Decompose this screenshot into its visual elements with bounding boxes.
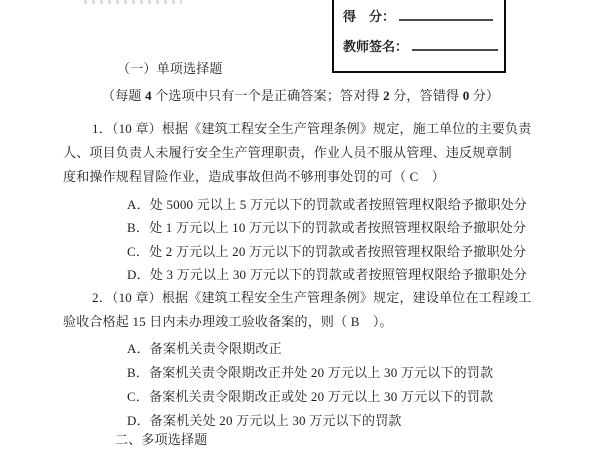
score-blank-line <box>399 8 493 21</box>
question-2-line-2: 验收合格起 15 日内未办理竣工验收备案的，则（ B ）。 <box>63 314 393 329</box>
question-1-line-1: 1．（10 章）根据《建筑工程安全生产管理条例》规定，施工单位的主要负责 <box>92 121 532 136</box>
question-1-option-a: A．处 5000 元以上 5 万元以下的罚款或者按照管理权限给予撤职处分 <box>127 197 528 212</box>
note-points-wrong: 0 <box>462 88 470 103</box>
score-box <box>332 0 506 73</box>
note-part-3: 分，答错得 <box>389 88 463 103</box>
question-2-option-b: B．备案机关责令限期改正并处 20 万元以上 30 万元以下的罚款 <box>127 365 494 380</box>
scoring-note <box>102 88 499 103</box>
question-2-line-1: 2．（10 章）根据《建筑工程安全生产管理条例》规定，建设单位在工程竣工 <box>92 290 532 305</box>
note-points-correct: 2 <box>383 88 390 103</box>
question-1-line-2: 人、项目负责人未履行安全生产管理职责，作业人员不服从管理、违反规章制 <box>63 145 512 160</box>
signature-blank-line <box>412 38 498 51</box>
score-label: 得 分： <box>343 9 396 24</box>
note-part-1: （每题 <box>102 88 146 103</box>
teacher-signature-label: 教师签名： <box>343 39 409 54</box>
question-2-option-c: C．备案机关责令限期改正或处 20 万元以上 30 万元以下的罚款 <box>127 389 494 404</box>
section-one-heading: （一）单项选择题 <box>117 61 223 76</box>
note-part-4: 分） <box>469 88 500 103</box>
question-1-line-3: 度和操作规程冒险作业，造成事故但尚不够刑事处罚的可（ C ） <box>63 169 445 184</box>
question-1-option-d: D．处 3 万元以上 30 万元以下的罚款或者按照管理权限给予撤职处分 <box>127 267 527 282</box>
note-num-options: 4 <box>145 88 152 103</box>
score-row <box>343 6 493 25</box>
note-part-2: 个选项中只有一个是正确答案；答对得 <box>151 88 384 103</box>
teacher-signature-row <box>343 36 498 55</box>
question-2-option-d: D．备案机关处 20 万元以上 30 万元以下的罚款 <box>127 413 402 428</box>
question-1-option-b: B．处 1 万元以上 10 万元以下的罚款或者按照管理权限给予撤职处分 <box>127 220 527 235</box>
question-2-option-a: A．备案机关责令限期改正 <box>127 341 282 356</box>
cropped-text-remnant <box>84 0 182 4</box>
question-1-option-c: C．处 2 万元以上 20 万元以下的罚款或者按照管理权限给予撤职处分 <box>127 244 527 259</box>
section-two-heading: 二、多项选择题 <box>115 432 208 447</box>
